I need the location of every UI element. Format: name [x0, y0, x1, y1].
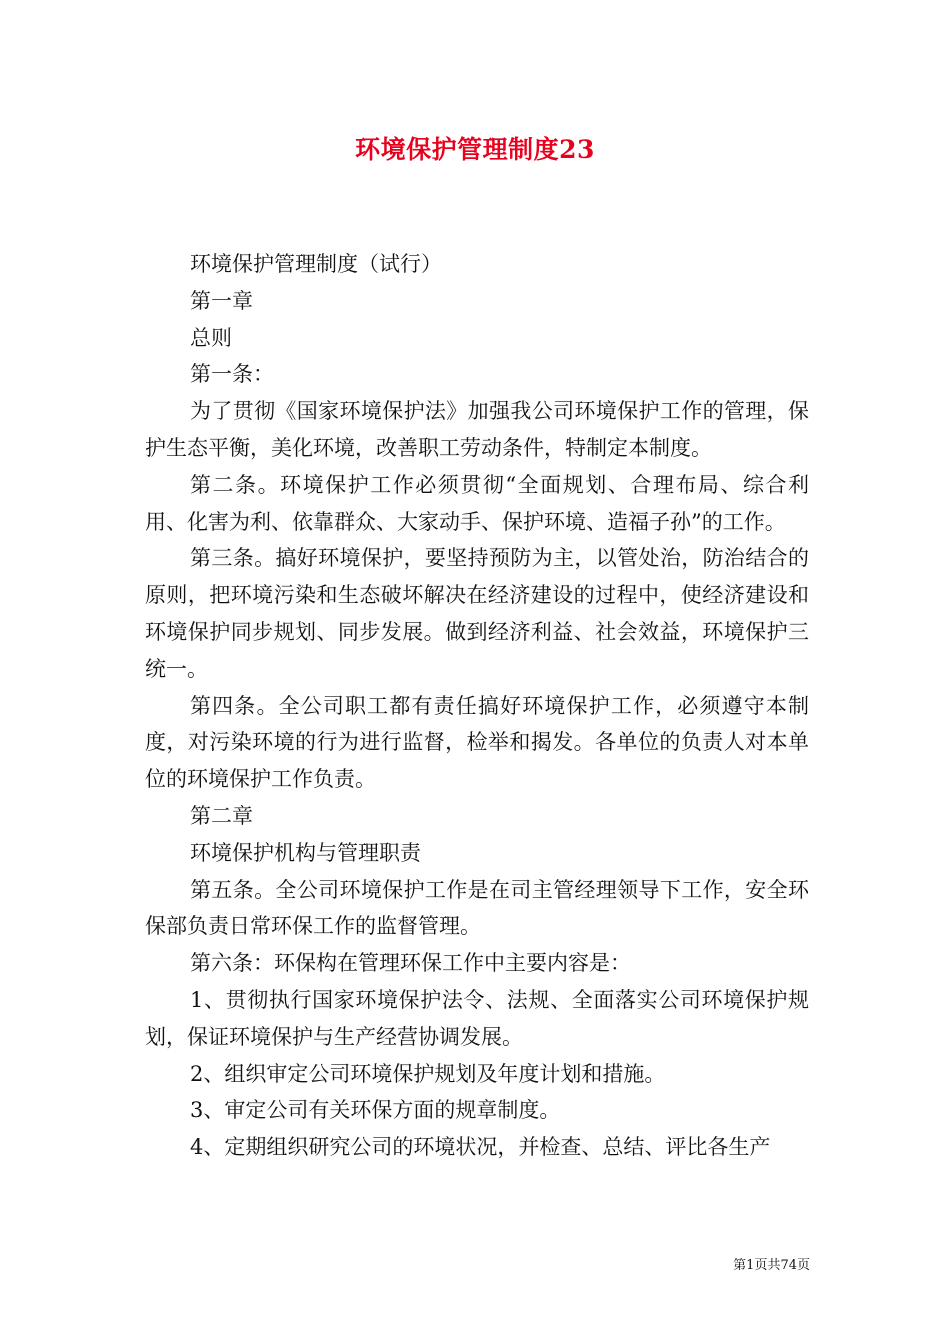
paragraph: 第四条。全公司职工都有责任搞好环境保护工作，必须遵守本制度，对污染环境的行为进行监督，检举和揭发。各单位的负责人对本单位的环境保护工作负责。	[145, 693, 809, 792]
list-item: 4、定期组织研究公司的环境状况，并检查、总结、评比各生产	[190, 1135, 771, 1160]
list-item: 1、贯彻执行国家环境保护法令、法规、全面落实公司环境保护规划，保证环境保护与生产经营协调发展。	[145, 987, 809, 1049]
page-number: 第1页共74页	[733, 1258, 810, 1273]
article-heading: 第一条：	[190, 362, 274, 387]
chapter-name: 总则	[190, 325, 232, 350]
paragraph: 第五条。全公司环境保护工作是在司主管经理领导下工作，安全环保部负责日常环保工作的监督管理。	[145, 877, 809, 939]
article-heading: 第六条：环保构在管理环保工作中主要内容是：	[190, 951, 631, 976]
chapter-heading: 第一章	[190, 288, 253, 313]
chapter-heading: 第二章	[190, 803, 253, 828]
list-item: 2、组织审定公司环境保护规划及年度计划和措施。	[190, 1061, 666, 1086]
paragraph: 为了贯彻《国家环境保护法》加强我公司环境保护工作的管理，保护生态平衡，美化环境，改善职工劳动条件，特制定本制度。	[145, 399, 809, 460]
paragraph: 第三条。搞好环境保护，要坚持预防为主，以管处治，防治结合的原则，把环境污染和生态破坏解决在经济建设的过程中，使经济建设和环境保护同步规划、同步发展。做到经济利益、社会效益，环境保护三统一。	[145, 546, 809, 681]
list-item: 3、审定公司有关环保方面的规章制度。	[190, 1098, 561, 1123]
document-body	[145, 246, 809, 1166]
paragraph: 第二条。环境保护工作必须贯彻“全面规划、合理布局、综合利用、化害为利、依靠群众、大家动手、保护环境、造福子孙”的工作。	[145, 472, 809, 534]
document-title: 环境保护管理制度23	[355, 135, 595, 164]
chapter-name: 环境保护机构与管理职责	[190, 840, 421, 865]
document-subtitle: 环境保护管理制度（试行）	[190, 252, 442, 276]
